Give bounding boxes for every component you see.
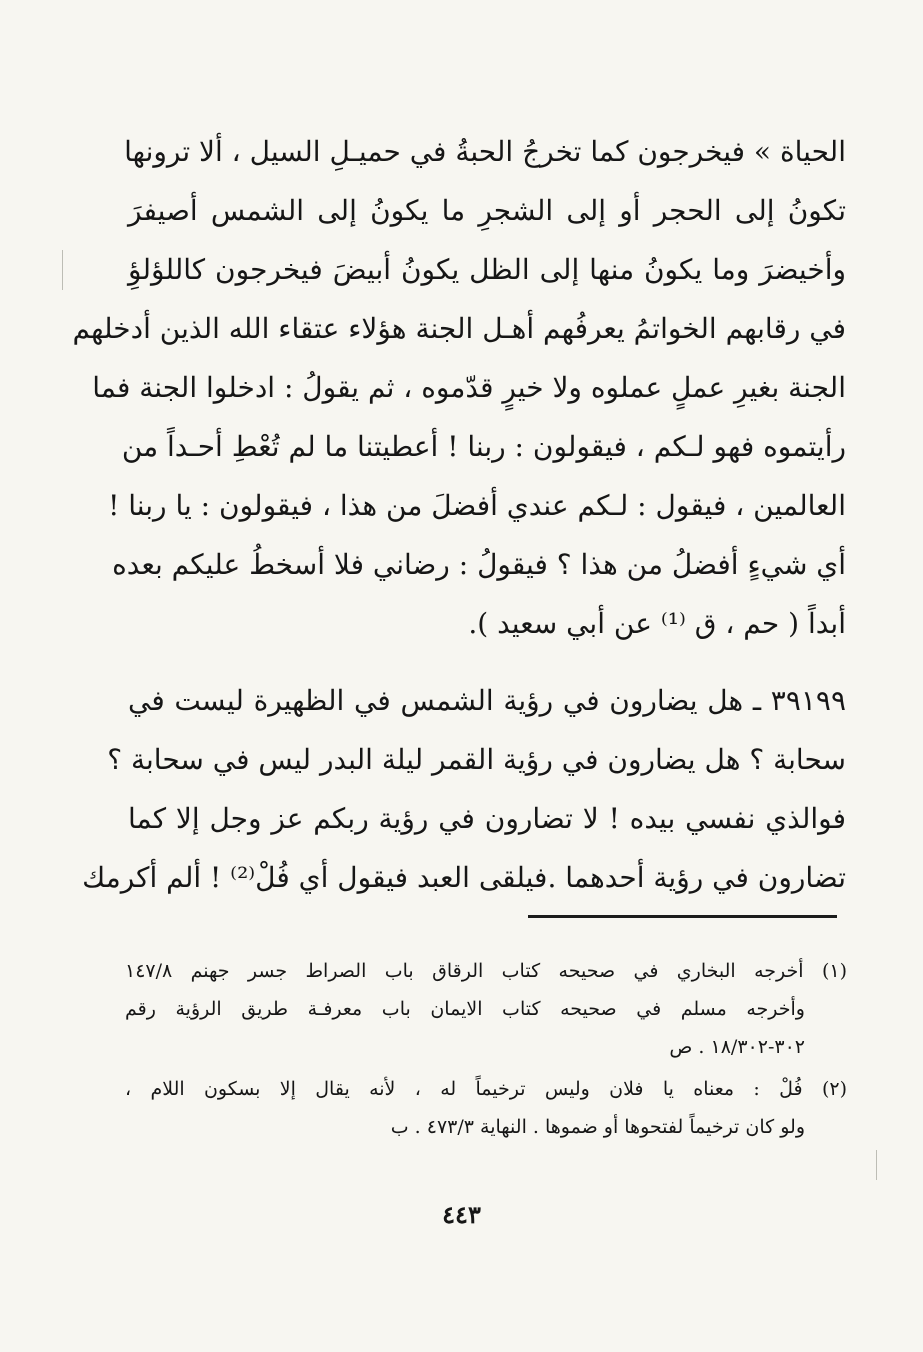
text-line: أبداً ( حم ، ق ⁽¹⁾ عن أبي سعيد ). [468, 607, 846, 640]
text-line: في رقابهم الخواتمُ يعرفُهم أهـل الجنة هؤلاء عتقاء الله الذين أدخلهم [72, 312, 846, 345]
hadith-line: فوالذي نفسي بيده ! لا تضارون في رؤية ربكم عز وجل إلا كما [128, 802, 846, 835]
text-line: الحياة » فيخرجون كما تخرجُ الحبةُ في حميـلِ السيل ، ألا ترونها [124, 135, 846, 168]
text-line: وأخيضرَ وما يكونُ منها إلى الظل يكونُ أبيضَ فيخرجون كاللؤلؤِ [128, 253, 846, 286]
footnote-1-line: ٣٠٢-١٨/٣٠٢ . ص [669, 1036, 805, 1058]
text-line: رأيتموه فهو لـكم ، فيقولون : ربنا ! أعطيتنا ما لم تُعْطِ أحـداً من [121, 430, 846, 463]
footnote-2-line: (٢) فُلْ : معناه يا فلان وليس ترخيماً له ، لأنه يقال إلا بسكون اللام ، [125, 1078, 847, 1100]
text-line: الجنة بغيرِ عملٍ عملوه ولا خيرٍ قدّموه ، ثم يقولُ : ادخلوا الجنة فما [92, 371, 846, 404]
scan-mark [62, 250, 63, 290]
footnote-1-line: وأخرجه مسلم في صحيحه كتاب الايمان باب معرفـة طريق الرؤية رقم [125, 998, 805, 1020]
footnote-1-line: (١) أخرجه البخاري في صحيحه كتاب الرقاق باب الصراط جسر جهنم ١٤٧/٨ [125, 960, 847, 982]
text-line: العالمين ، فيقول : لـكم عندي أفضلَ من هذا ، فيقولون : يا ربنا ! [108, 489, 846, 522]
scan-mark [876, 1150, 877, 1180]
text-line: أي شيءٍ أفضلُ من هذا ؟ فيقولُ : رضاني فلا أسخطُ عليكم بعده [112, 548, 846, 581]
page-number: ٤٤٣ [442, 1200, 481, 1229]
hadith-line: ٣٩١٩٩ ـ هل يضارون في رؤية الشمس في الظهيرة ليست في [128, 684, 846, 717]
hadith-line: تضارون في رؤية أحدهما .فيلقى العبد فيقول أي فُلْ⁽²⁾ ! ألم أكرمك [82, 861, 846, 894]
paragraph-gap [128, 653, 846, 671]
hadith-line: سحابة ؟ هل يضارون في رؤية القمر ليلة البدر ليس في سحابة ؟ [107, 743, 846, 776]
footnote-separator [528, 915, 837, 918]
footnotes [125, 952, 847, 1146]
main-text [72, 122, 846, 907]
footnote-2-line: ولو كان ترخيماً لفتحوها أو ضموها . النهاية ٤٧٣/٣ . ب [390, 1116, 805, 1138]
text-line: تكونُ إلى الحجر أو إلى الشجرِ ما يكونُ إلى الشمس أصيفرَ [128, 194, 846, 227]
